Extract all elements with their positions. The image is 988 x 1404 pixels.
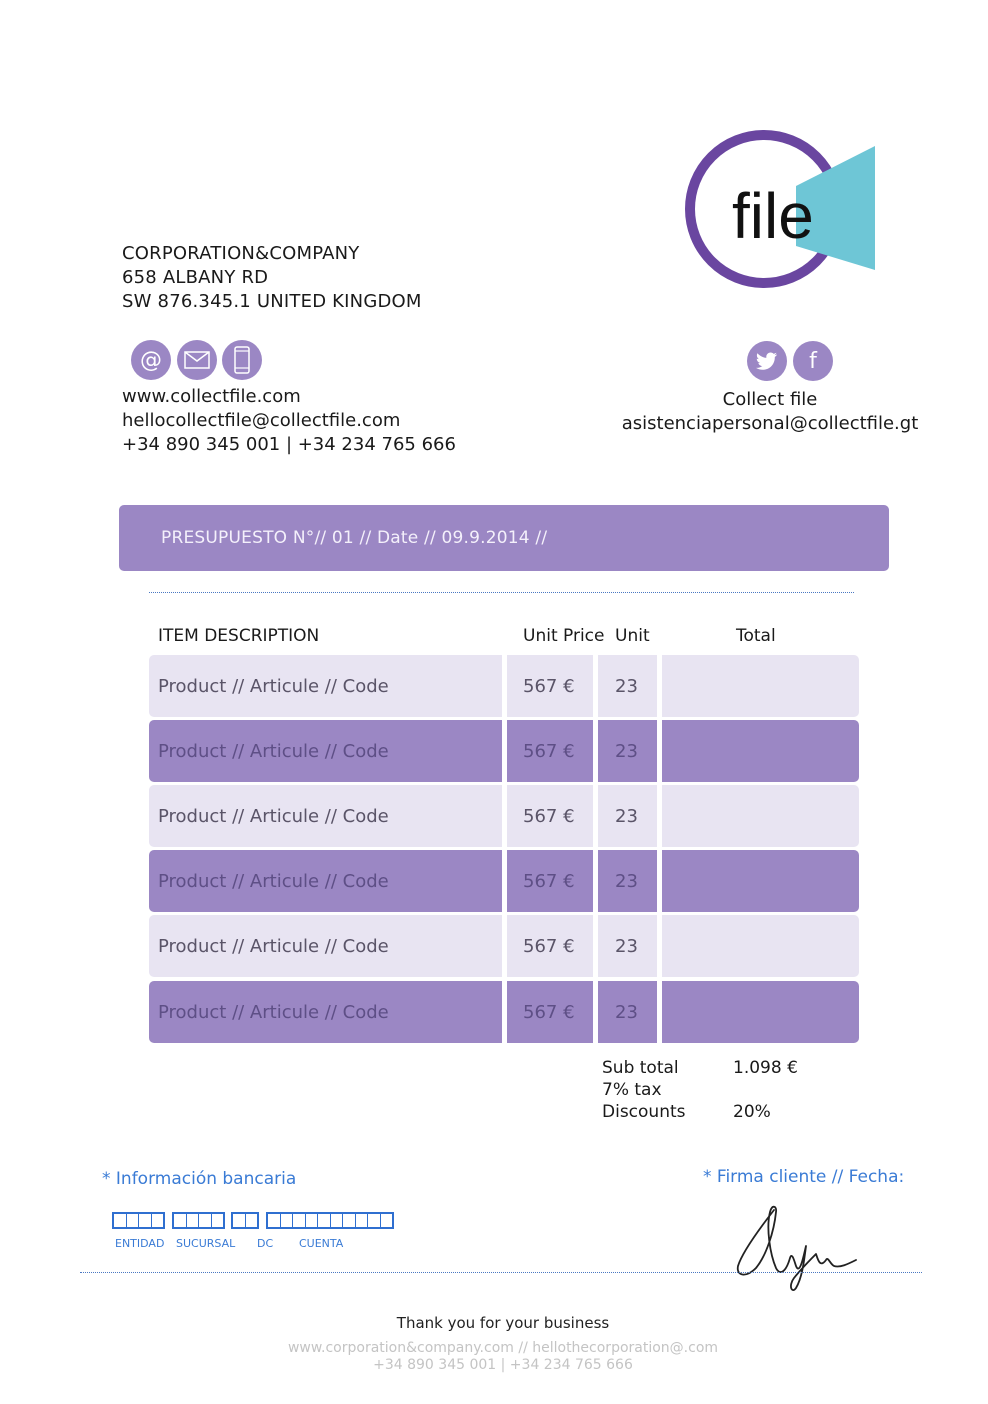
cuenta-input[interactable] [266, 1212, 394, 1229]
row-unit: 23 [598, 720, 657, 782]
row-total [662, 981, 859, 1043]
subtotal-value: 1.098 € [733, 1058, 798, 1078]
row-unit: 23 [598, 655, 657, 717]
row-total [662, 655, 859, 717]
tax-label: 7% tax [602, 1080, 662, 1100]
contact-info [122, 385, 456, 457]
header-description: ITEM DESCRIPTION [158, 626, 320, 646]
facebook-icon[interactable]: f [793, 341, 833, 381]
caption-cuenta: CUENTA [299, 1237, 344, 1250]
entidad-input[interactable] [112, 1212, 165, 1229]
logo-text: file [732, 180, 814, 252]
row-total [662, 915, 859, 977]
subtotal-label: Sub total [602, 1058, 679, 1078]
discounts-value: 20% [733, 1102, 771, 1122]
row-description: Product // Articule // Code [149, 981, 502, 1043]
signature-label: * Firma cliente // Fecha: [703, 1167, 905, 1187]
sucursal-input[interactable] [172, 1212, 225, 1229]
signature-image [730, 1198, 860, 1294]
mail-icon[interactable] [177, 340, 217, 380]
table-row [149, 981, 859, 1043]
address-line-1: 658 ALBANY RD [122, 267, 269, 288]
row-total [662, 720, 859, 782]
dc-input[interactable] [231, 1212, 259, 1229]
email-link[interactable]: hellocollectfile@collectfile.com [122, 410, 401, 431]
table-row [149, 785, 859, 847]
caption-dc: DC [257, 1237, 274, 1250]
row-total [662, 785, 859, 847]
row-unit-price: 567 € [507, 655, 593, 717]
header-total: Total [736, 626, 776, 646]
table-row [149, 655, 859, 717]
row-description: Product // Articule // Code [149, 655, 502, 717]
row-unit-price: 567 € [507, 785, 593, 847]
row-description: Product // Articule // Code [149, 915, 502, 977]
caption-sucursal: SUCURSAL [176, 1237, 236, 1250]
row-unit-price: 567 € [507, 915, 593, 977]
divider [149, 592, 854, 593]
row-unit-price: 567 € [507, 981, 593, 1043]
twitter-icon[interactable] [747, 341, 787, 381]
footer-divider [80, 1272, 922, 1273]
social-email[interactable]: asistenciapersonal@collectfile.gt [621, 413, 919, 434]
table-row [149, 720, 859, 782]
website-link[interactable]: www.collectfile.com [122, 386, 301, 407]
row-description: Product // Articule // Code [149, 720, 502, 782]
row-unit: 23 [598, 915, 657, 977]
table-row [149, 915, 859, 977]
header-unit-price: Unit Price [523, 626, 605, 646]
thanks-message: Thank you for your business [396, 1314, 610, 1332]
social-name: Collect file [722, 389, 818, 410]
row-unit-price: 567 € [507, 850, 593, 912]
table-row [149, 850, 859, 912]
row-unit: 23 [598, 850, 657, 912]
row-unit: 23 [598, 981, 657, 1043]
quote-header-text: PRESUPUESTO N°// 01 // Date // 09.9.2014 // [161, 528, 548, 548]
footer-phones: +34 890 345 001 | +34 234 765 666 [373, 1357, 633, 1373]
header-unit: Unit [615, 626, 650, 646]
discounts-label: Discounts [602, 1102, 686, 1122]
row-total [662, 850, 859, 912]
company-logo [680, 126, 880, 296]
footer-contacts: www.corporation&company.com // hellothecorporation@.com [287, 1340, 719, 1356]
caption-entidad: ENTIDAD [115, 1237, 165, 1250]
phone-icon[interactable] [222, 340, 262, 380]
row-unit-price: 567 € [507, 720, 593, 782]
row-description: Product // Articule // Code [149, 785, 502, 847]
quote-header-bar [119, 505, 889, 571]
address-line-2: SW 876.345.1 UNITED KINGDOM [122, 291, 422, 312]
bank-info-label: * Información bancaria [102, 1169, 297, 1189]
totals-block [602, 1057, 798, 1123]
row-unit: 23 [598, 785, 657, 847]
phone-numbers: +34 890 345 001 | +34 234 765 666 [122, 434, 456, 455]
social-info [600, 388, 940, 436]
at-icon[interactable]: @ [131, 340, 171, 380]
row-description: Product // Articule // Code [149, 850, 502, 912]
company-address [122, 242, 422, 314]
company-name: CORPORATION&COMPANY [122, 243, 360, 264]
